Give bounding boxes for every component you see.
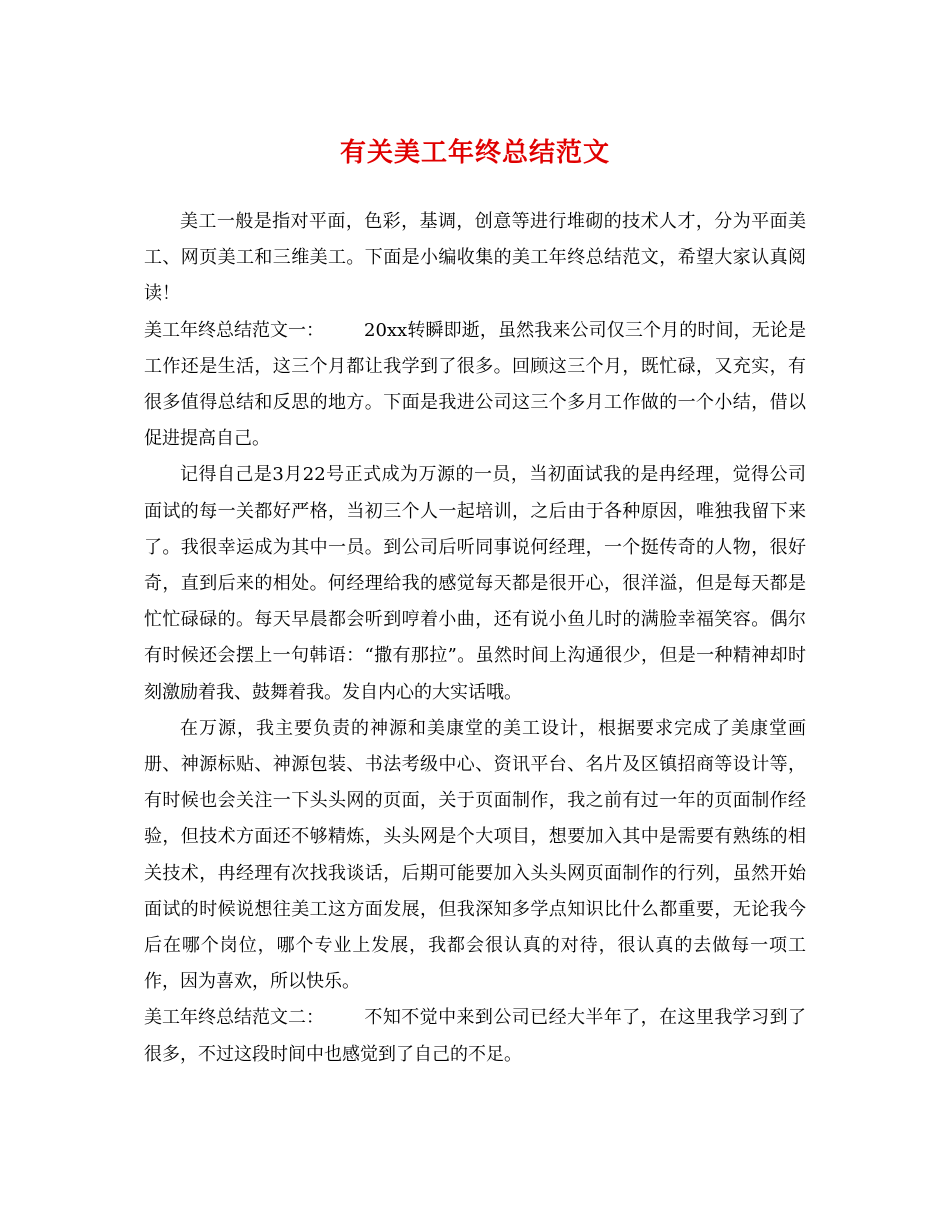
intro-paragraph: 美工一般是指对平面，色彩，基调，创意等进行堆砌的技术人才，分为平面美工、网页美工和三维美工。下面是小编收集的美工年终总结范文，希望大家认真阅读！ xyxy=(144,211,806,305)
sample-one-paragraph xyxy=(144,313,806,458)
page-title: 有关美工年终总结范文 xyxy=(339,138,610,168)
sample-two-paragraph xyxy=(144,1000,806,1072)
document-body xyxy=(144,204,806,1073)
sample-two-label: 美工年终总结范文二： xyxy=(144,1007,324,1029)
paragraph-work-duties: 在万源，我主要负责的神源和美康堂的美工设计，根据要求完成了美康堂画册、神源标贴、神源包装、书法考级中心、资讯平台、名片及区镇招商等设计等，有时候也会关注一下头头网的页面，关于页面制作，我之前有过一年的页面制作经验，但技术方面还不够精炼，头头网是个大项目，想要加入其中是需要有熟练的相关技术，冉经理有次找我谈话，后期可能要加入头头网页面制作的行列，虽然开始面试的时候说想往美工这方面发展，但我深知多学点知识比什么都重要，无论我今后在哪个岗位，哪个专业上发展，我都会很认真的对待，很认真的去做每一项工作，因为喜欢，所以快乐。 xyxy=(144,717,806,993)
sample-two-text: 不知不觉中来到公司已经大半年了，在这里我学习到了很多，不过这段时间中也感觉到了自己的不足。 xyxy=(144,1007,806,1065)
sample-one-label: 美工年终总结范文一： xyxy=(144,319,324,341)
sample-one-text: 20xx转瞬即逝，虽然我来公司仅三个月的时间，无论是工作还是生活，这三个月都让我学到了很多。回顾这三个月，既忙碌，又充实，有很多值得总结和反思的地方。下面是我进公司这三个多月工作做的一个小结，借以促进提高自己。 xyxy=(144,319,806,450)
paragraph-joining-company: 记得自己是3月22号正式成为万源的一员，当初面试我的是冉经理，觉得公司面试的每一关都好严格，当初三个人一起培训，之后由于各种原因，唯独我留下来了。我很幸运成为其中一员。到公司后听同事说何经理，一个挺传奇的人物，很好奇，直到后来的相处。何经理给我的感觉每天都是很开心，很洋溢，但是每天都是忙忙碌碌的。每天早晨都会听到哼着小曲，还有说小鱼儿时的满脸幸福笑容。偶尔有时候还会摆上一句韩语：“撒有那拉”。虽然时间上沟通很少，但是一种精神却时刻激励着我、鼓舞着我。发自内心的大实话哦。 xyxy=(144,464,806,703)
